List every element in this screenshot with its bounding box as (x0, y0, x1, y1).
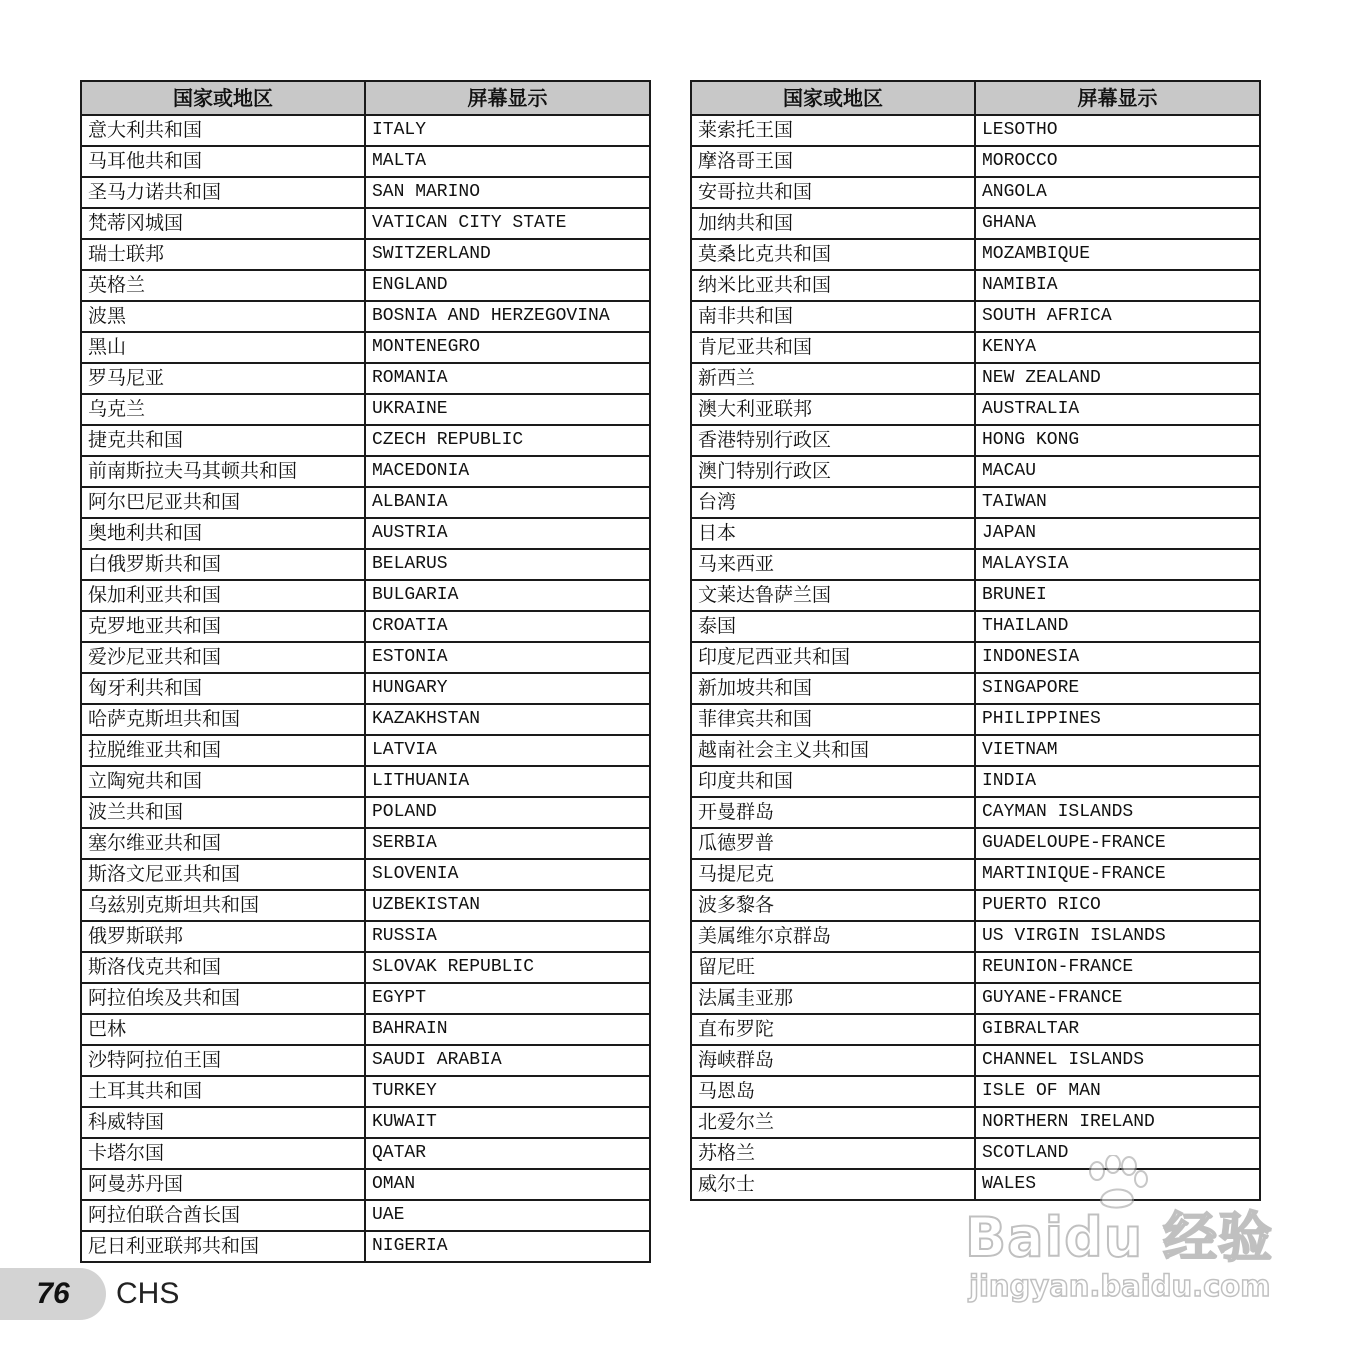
country-name-cell: 日本 (691, 518, 975, 549)
table-row (691, 270, 1260, 301)
screen-display-cell: QATAR (365, 1138, 650, 1169)
screen-display-cell: BULGARIA (365, 580, 650, 611)
screen-display-cell: PUERTO RICO (975, 890, 1260, 921)
table-row (81, 425, 650, 456)
country-name-cell: 乌克兰 (81, 394, 365, 425)
country-name-cell: 泰国 (691, 611, 975, 642)
table-row (81, 611, 650, 642)
country-name-cell: 乌兹别克斯坦共和国 (81, 890, 365, 921)
screen-display-cell: SAUDI ARABIA (365, 1045, 650, 1076)
screen-display-cell: WALES (975, 1169, 1260, 1200)
country-name-cell: 印度尼西亚共和国 (691, 642, 975, 673)
country-name-cell: 直布罗陀 (691, 1014, 975, 1045)
country-name-cell: 斯洛文尼亚共和国 (81, 859, 365, 890)
table-row (691, 1076, 1260, 1107)
page-number: 76 (36, 1277, 70, 1310)
country-name-cell: 开曼群岛 (691, 797, 975, 828)
table-row (691, 487, 1260, 518)
country-name-cell: 印度共和国 (691, 766, 975, 797)
watermark-brand: Baidu 经验 (965, 1206, 1274, 1269)
screen-display-cell: REUNION-FRANCE (975, 952, 1260, 983)
country-name-cell: 立陶宛共和国 (81, 766, 365, 797)
header-screen-display: 屏幕显示 (975, 81, 1260, 115)
country-name-cell: 澳大利亚联邦 (691, 394, 975, 425)
screen-display-cell: MARTINIQUE-FRANCE (975, 859, 1260, 890)
country-name-cell: 黑山 (81, 332, 365, 363)
table-body (81, 115, 650, 1262)
screen-display-cell: CROATIA (365, 611, 650, 642)
screen-display-cell: SLOVAK REPUBLIC (365, 952, 650, 983)
table-row (81, 332, 650, 363)
country-name-cell: 肯尼亚共和国 (691, 332, 975, 363)
screen-display-cell: ITALY (365, 115, 650, 146)
table-row (81, 704, 650, 735)
table-row (691, 1045, 1260, 1076)
country-name-cell: 摩洛哥王国 (691, 146, 975, 177)
screen-display-cell: TAIWAN (975, 487, 1260, 518)
country-name-cell: 北爱尔兰 (691, 1107, 975, 1138)
country-name-cell: 阿尔巴尼亚共和国 (81, 487, 365, 518)
country-name-cell: 波兰共和国 (81, 797, 365, 828)
screen-display-cell: UAE (365, 1200, 650, 1231)
country-name-cell: 纳米比亚共和国 (691, 270, 975, 301)
country-name-cell: 白俄罗斯共和国 (81, 549, 365, 580)
table-row (81, 177, 650, 208)
country-name-cell: 阿曼苏丹国 (81, 1169, 365, 1200)
screen-display-cell: LATVIA (365, 735, 650, 766)
table-row (81, 456, 650, 487)
table-row (81, 1231, 650, 1262)
screen-display-cell: JAPAN (975, 518, 1260, 549)
country-name-cell: 马耳他共和国 (81, 146, 365, 177)
table-row (81, 1107, 650, 1138)
screen-display-cell: THAILAND (975, 611, 1260, 642)
screen-display-cell: BAHRAIN (365, 1014, 650, 1045)
table-row (691, 363, 1260, 394)
screen-display-cell: LESOTHO (975, 115, 1260, 146)
country-name-cell: 马恩岛 (691, 1076, 975, 1107)
table-row (81, 890, 650, 921)
country-name-cell: 新西兰 (691, 363, 975, 394)
screen-display-cell: GUYANE-FRANCE (975, 983, 1260, 1014)
country-name-cell: 留尼旺 (691, 952, 975, 983)
screen-display-cell: BOSNIA AND HERZEGOVINA (365, 301, 650, 332)
table-row (81, 952, 650, 983)
country-name-cell: 苏格兰 (691, 1138, 975, 1169)
country-name-cell: 圣马力诺共和国 (81, 177, 365, 208)
screen-display-cell: INDIA (975, 766, 1260, 797)
country-name-cell: 台湾 (691, 487, 975, 518)
screen-display-cell: SLOVENIA (365, 859, 650, 890)
table-row (691, 518, 1260, 549)
table-row (81, 1200, 650, 1231)
country-name-cell: 捷克共和国 (81, 425, 365, 456)
table-row (81, 239, 650, 270)
table-row (691, 983, 1260, 1014)
screen-display-cell: MACEDONIA (365, 456, 650, 487)
screen-display-cell: NEW ZEALAND (975, 363, 1260, 394)
screen-display-cell: LITHUANIA (365, 766, 650, 797)
table-row (691, 797, 1260, 828)
screen-display-cell: ESTONIA (365, 642, 650, 673)
country-name-cell: 瑞士联邦 (81, 239, 365, 270)
table-row (81, 580, 650, 611)
screen-display-cell: ALBANIA (365, 487, 650, 518)
country-name-cell: 爱沙尼亚共和国 (81, 642, 365, 673)
screen-display-cell: CAYMAN ISLANDS (975, 797, 1260, 828)
table-row (81, 270, 650, 301)
country-name-cell: 科威特国 (81, 1107, 365, 1138)
country-name-cell: 阿拉伯联合酋长国 (81, 1200, 365, 1231)
table-row (691, 394, 1260, 425)
table-row (691, 735, 1260, 766)
screen-display-cell: ISLE OF MAN (975, 1076, 1260, 1107)
screen-display-cell: RUSSIA (365, 921, 650, 952)
screen-display-cell: MALTA (365, 146, 650, 177)
screen-display-cell: BRUNEI (975, 580, 1260, 611)
screen-display-cell: BELARUS (365, 549, 650, 580)
screen-display-cell: US VIRGIN ISLANDS (975, 921, 1260, 952)
table-row (81, 487, 650, 518)
table-row (81, 921, 650, 952)
screen-display-cell: CHANNEL ISLANDS (975, 1045, 1260, 1076)
country-name-cell: 卡塔尔国 (81, 1138, 365, 1169)
table-row (81, 797, 650, 828)
table-row (81, 146, 650, 177)
table-body (691, 115, 1260, 1200)
header-country-region: 国家或地区 (81, 81, 365, 115)
table-row (691, 673, 1260, 704)
country-name-cell: 拉脱维亚共和国 (81, 735, 365, 766)
country-name-cell: 意大利共和国 (81, 115, 365, 146)
table-row (81, 518, 650, 549)
screen-display-cell: MOZAMBIQUE (975, 239, 1260, 270)
screen-display-cell: CZECH REPUBLIC (365, 425, 650, 456)
table-row (691, 146, 1260, 177)
country-name-cell: 加纳共和国 (691, 208, 975, 239)
table-row (691, 239, 1260, 270)
table-row (81, 828, 650, 859)
table-header-row (81, 81, 650, 115)
table-row (691, 425, 1260, 456)
table-row (81, 859, 650, 890)
table-row (691, 828, 1260, 859)
screen-display-cell: VIETNAM (975, 735, 1260, 766)
country-name-cell: 塞尔维亚共和国 (81, 828, 365, 859)
table-row (691, 611, 1260, 642)
screen-display-cell: SERBIA (365, 828, 650, 859)
country-table-left (80, 80, 651, 1263)
table-row (691, 766, 1260, 797)
header-screen-display: 屏幕显示 (365, 81, 650, 115)
country-name-cell: 巴林 (81, 1014, 365, 1045)
table-row (81, 1138, 650, 1169)
table-row (81, 394, 650, 425)
table-row (691, 704, 1260, 735)
country-name-cell: 莫桑比克共和国 (691, 239, 975, 270)
screen-display-cell: KAZAKHSTAN (365, 704, 650, 735)
country-name-cell: 罗马尼亚 (81, 363, 365, 394)
country-name-cell: 尼日利亚联邦共和国 (81, 1231, 365, 1262)
table-row (81, 983, 650, 1014)
country-name-cell: 沙特阿拉伯王国 (81, 1045, 365, 1076)
country-name-cell: 马提尼克 (691, 859, 975, 890)
table-row (691, 456, 1260, 487)
page-footer (0, 1268, 179, 1320)
country-name-cell: 马来西亚 (691, 549, 975, 580)
screen-display-cell: MOROCCO (975, 146, 1260, 177)
country-name-cell: 海峡群岛 (691, 1045, 975, 1076)
country-name-cell: 南非共和国 (691, 301, 975, 332)
table-row (691, 859, 1260, 890)
screen-display-cell: GHANA (975, 208, 1260, 239)
table-row (81, 1076, 650, 1107)
screen-display-cell: POLAND (365, 797, 650, 828)
screen-display-cell: VATICAN CITY STATE (365, 208, 650, 239)
country-name-cell: 安哥拉共和国 (691, 177, 975, 208)
screen-display-cell: GIBRALTAR (975, 1014, 1260, 1045)
header-country-region: 国家或地区 (691, 81, 975, 115)
country-table-right (690, 80, 1261, 1201)
country-name-cell: 匈牙利共和国 (81, 673, 365, 704)
screen-display-cell: SCOTLAND (975, 1138, 1260, 1169)
screen-display-cell: MONTENEGRO (365, 332, 650, 363)
table-row (691, 332, 1260, 363)
screen-display-cell: KENYA (975, 332, 1260, 363)
table-row (691, 208, 1260, 239)
table-row (691, 301, 1260, 332)
country-name-cell: 瓜德罗普 (691, 828, 975, 859)
country-name-cell: 梵蒂冈城国 (81, 208, 365, 239)
screen-display-cell: MACAU (975, 456, 1260, 487)
table-row (81, 208, 650, 239)
table-row (691, 890, 1260, 921)
table-row (691, 580, 1260, 611)
table-row (81, 673, 650, 704)
screen-display-cell: UZBEKISTAN (365, 890, 650, 921)
country-name-cell: 哈萨克斯坦共和国 (81, 704, 365, 735)
country-name-cell: 斯洛伐克共和国 (81, 952, 365, 983)
country-name-cell: 奥地利共和国 (81, 518, 365, 549)
table-row (691, 177, 1260, 208)
country-name-cell: 前南斯拉夫马其顿共和国 (81, 456, 365, 487)
screen-display-cell: INDONESIA (975, 642, 1260, 673)
watermark-url: jingyan.baidu.com (969, 1269, 1271, 1303)
screen-display-cell: MALAYSIA (975, 549, 1260, 580)
table-row (691, 1107, 1260, 1138)
screen-display-cell: HONG KONG (975, 425, 1260, 456)
country-name-cell: 俄罗斯联邦 (81, 921, 365, 952)
page-number-tab (0, 1268, 106, 1320)
table-row (691, 921, 1260, 952)
screen-display-cell: AUSTRIA (365, 518, 650, 549)
table-row (81, 766, 650, 797)
screen-display-cell: ENGLAND (365, 270, 650, 301)
country-name-cell: 莱索托王国 (691, 115, 975, 146)
country-name-cell: 波黑 (81, 301, 365, 332)
screen-display-cell: EGYPT (365, 983, 650, 1014)
table-row (81, 1014, 650, 1045)
country-name-cell: 保加利亚共和国 (81, 580, 365, 611)
country-name-cell: 澳门特别行政区 (691, 456, 975, 487)
screen-display-cell: UKRAINE (365, 394, 650, 425)
screen-display-cell: NIGERIA (365, 1231, 650, 1262)
screen-display-cell: SWITZERLAND (365, 239, 650, 270)
country-name-cell: 菲律宾共和国 (691, 704, 975, 735)
country-name-cell: 土耳其共和国 (81, 1076, 365, 1107)
table-row (81, 642, 650, 673)
screen-display-cell: SAN MARINO (365, 177, 650, 208)
country-name-cell: 威尔士 (691, 1169, 975, 1200)
table-header-row (691, 81, 1260, 115)
table-row (81, 301, 650, 332)
screen-display-cell: OMAN (365, 1169, 650, 1200)
table-row (691, 115, 1260, 146)
table-row (81, 735, 650, 766)
table-row (81, 115, 650, 146)
country-name-cell: 阿拉伯埃及共和国 (81, 983, 365, 1014)
screen-display-cell: AUSTRALIA (975, 394, 1260, 425)
screen-display-cell: ROMANIA (365, 363, 650, 394)
screen-display-cell: HUNGARY (365, 673, 650, 704)
screen-display-cell: PHILIPPINES (975, 704, 1260, 735)
table-row (81, 363, 650, 394)
country-name-cell: 香港特别行政区 (691, 425, 975, 456)
country-name-cell: 文莱达鲁萨兰国 (691, 580, 975, 611)
country-name-cell: 克罗地亚共和国 (81, 611, 365, 642)
screen-display-cell: NAMIBIA (975, 270, 1260, 301)
table-row (691, 642, 1260, 673)
baidu-watermark (965, 1155, 1285, 1315)
screen-display-cell: GUADELOUPE-FRANCE (975, 828, 1260, 859)
country-name-cell: 法属圭亚那 (691, 983, 975, 1014)
table-row (81, 1045, 650, 1076)
screen-display-cell: ANGOLA (975, 177, 1260, 208)
country-name-cell: 越南社会主义共和国 (691, 735, 975, 766)
table-row (691, 1014, 1260, 1045)
screen-display-cell: TURKEY (365, 1076, 650, 1107)
table-row (691, 549, 1260, 580)
country-name-cell: 英格兰 (81, 270, 365, 301)
screen-display-cell: NORTHERN IRELAND (975, 1107, 1260, 1138)
country-name-cell: 新加坡共和国 (691, 673, 975, 704)
country-name-cell: 美属维尔京群岛 (691, 921, 975, 952)
screen-display-cell: KUWAIT (365, 1107, 650, 1138)
language-code: CHS (116, 1277, 180, 1310)
table-row (81, 549, 650, 580)
screen-display-cell: SOUTH AFRICA (975, 301, 1260, 332)
table-row (691, 952, 1260, 983)
table-row (81, 1169, 650, 1200)
screen-display-cell: SINGAPORE (975, 673, 1260, 704)
country-name-cell: 波多黎各 (691, 890, 975, 921)
